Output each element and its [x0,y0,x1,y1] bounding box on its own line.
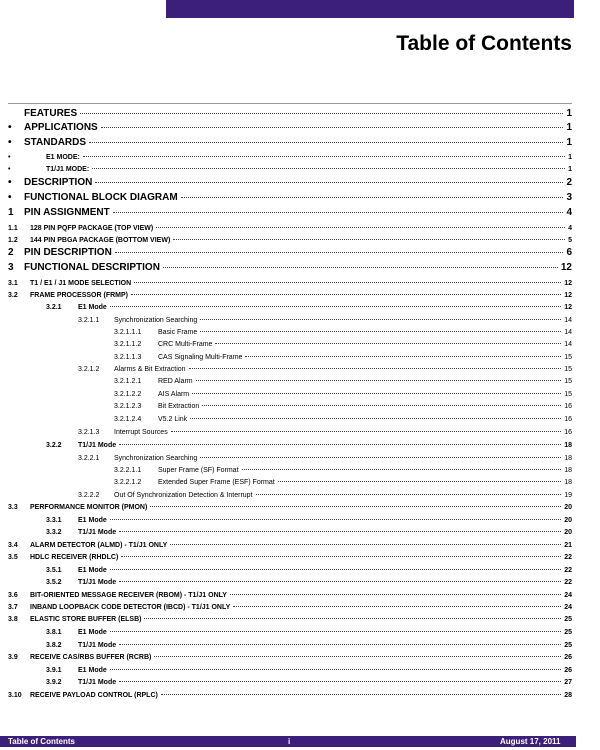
toc-entry[interactable] [8,280,572,287]
toc-entry-number: 3.9.1 [46,667,62,674]
toc-entry-page: 1 [568,166,572,173]
toc-entry[interactable] [8,542,572,549]
dot-leader [200,457,561,458]
toc-entry-page: 1 [568,154,572,161]
toc-entry-title: Bit Extraction [158,403,200,410]
toc-entry[interactable] [114,329,572,336]
toc-entry-page: 18 [564,442,572,449]
dot-leader [119,581,561,582]
toc-entry-number: • [8,137,12,148]
toc-entry-title: RECEIVE CAS/RBS BUFFER (RCRB) [30,654,152,661]
toc-entry-page: 18 [564,455,572,462]
dot-leader [173,239,565,240]
dot-leader [113,212,564,213]
toc-entry-page: 12 [564,280,572,287]
toc-entry-page: 28 [564,692,572,699]
dot-leader [156,227,565,228]
toc-entry-page: 22 [564,579,572,586]
toc-entry-title: E1 MODE: [46,154,80,161]
toc-entry-number: • [8,166,11,173]
dot-leader [256,494,562,495]
toc-entry-page: 15 [564,354,572,361]
dot-leader [83,156,565,157]
toc-entry-number: 1.1 [8,225,18,232]
toc-entry-title: T1/J1 Mode [78,442,117,449]
toc-entry-number: 3.2.1.3 [78,429,100,436]
toc-entry[interactable] [46,304,572,311]
toc-entry-title: E1 Mode [78,517,107,524]
dot-leader [242,469,562,470]
toc-entry-number: 1 [8,207,14,218]
toc-entry[interactable] [78,366,572,373]
toc-entry-number: 3.8 [8,616,18,623]
toc-entry[interactable] [114,378,572,385]
toc-entry-page: 4 [568,225,572,232]
toc-entry-title: E1 Mode [78,667,107,674]
toc-entry-page: 1 [566,122,572,133]
toc-entry-page: 4 [566,207,572,218]
footer-date: August 17, 2011 [500,737,561,746]
toc-entry-title: ELASTIC STORE BUFFER (ELSB) [30,616,142,623]
toc-entry-number: 3.10 [8,692,22,699]
toc-entry-number: 3.8.1 [46,629,62,636]
dot-leader [121,556,561,557]
toc-entry-number: 3.1 [8,280,18,287]
toc-entry[interactable] [78,492,572,499]
toc-entry-title: DESCRIPTION [24,177,93,188]
toc-entry-page: 1 [566,137,572,148]
toc-entry[interactable] [8,262,572,273]
toc-entry-number: 3.5 [8,554,18,561]
toc-entry-title: PIN ASSIGNMENT [24,207,110,218]
toc-entry-page: 16 [564,416,572,423]
toc-entry[interactable] [8,504,572,511]
dot-leader [110,631,561,632]
toc-entry-number: 1.2 [8,237,18,244]
toc-entry[interactable] [46,642,572,649]
toc-entry-title: CAS Signaling Multi-Frame [158,354,243,361]
dot-leader [200,319,561,320]
footer-page-number: i [288,737,291,746]
toc-entry[interactable] [8,154,572,161]
toc-entry[interactable] [8,177,572,188]
dot-leader [110,519,561,520]
dot-leader [119,644,561,645]
toc-entry[interactable] [46,567,572,574]
toc-entry-title: T1/J1 Mode [78,679,117,686]
dot-leader [110,669,561,670]
toc-entry-page: 12 [564,304,572,311]
toc-entry-page: 16 [564,429,572,436]
toc-entry-page: 1 [566,108,572,119]
toc-entry-number: 3.2.1.2.2 [114,391,142,398]
toc-entry-page: 25 [564,629,572,636]
toc-entry[interactable] [8,692,572,699]
dot-leader [161,694,561,695]
toc-entry-page: 22 [564,554,572,561]
toc-entry-title: ALARM DETECTOR (ALMD) - T1/J1 ONLY [30,542,168,549]
dot-leader [171,431,562,432]
toc-entry-page: 20 [564,504,572,511]
dot-leader [189,368,562,369]
toc-entry-number: 3.2.2.1.2 [114,479,142,486]
toc-entry-number: • [8,192,12,203]
toc-entry-title: STANDARDS [24,137,87,148]
toc-entry-number: 3.2.2.1 [78,455,100,462]
toc-entry-page: 18 [564,479,572,486]
toc-entry-title: Super Frame (SF) Format [158,467,239,474]
toc-entry-number: 3.4 [8,542,18,549]
toc-entry-title: Interrupt Sources [114,429,168,436]
toc-entry[interactable] [8,237,572,244]
toc-entry[interactable] [46,579,572,586]
toc-entry-page: 14 [564,329,572,336]
toc-entry[interactable] [78,317,572,324]
toc-entry-number: 3.5.1 [46,567,62,574]
toc-entry-number: 3.2.1.1.2 [114,341,142,348]
dot-leader [181,197,564,198]
toc-entry-number: 3.2.2.1.1 [114,467,142,474]
toc-entry-title: Alarms & Bit Extraction [114,366,186,373]
toc-entry[interactable] [8,592,572,599]
toc-entry-page: 18 [564,467,572,474]
toc-entry[interactable] [8,616,572,623]
dot-leader [278,481,561,482]
toc-entry-page: 21 [564,542,572,549]
toc-entry-title: E1 Mode [78,304,107,311]
toc-entry-number: 3.9 [8,654,18,661]
toc-entry-number: 3.2.1.2 [78,366,100,373]
dot-leader [170,544,561,545]
toc-entry-title: FUNCTIONAL DESCRIPTION [24,262,160,273]
toc-entry-title: T1 / E1 / J1 MODE SELECTION [30,280,132,287]
toc-entry-page: 25 [564,642,572,649]
dot-leader [190,418,561,419]
toc-entry-page: 24 [564,604,572,611]
toc-entry[interactable] [8,225,572,232]
toc-entry[interactable] [114,341,572,348]
toc-entry-page: 12 [560,262,572,273]
dot-leader [215,343,561,344]
dot-leader [134,282,561,283]
toc-entry-page: 20 [564,517,572,524]
toc-entry-page: 20 [564,529,572,536]
toc-entry-number: 3.2.1.1 [78,317,100,324]
toc-entry-page: 6 [566,247,572,258]
toc-entry[interactable] [46,667,572,674]
toc-entry-number: 3.2.1 [46,304,62,311]
toc-entry-title: Out Of Synchronization Detection & Interrupt [114,492,253,499]
toc-entry-page: 26 [564,667,572,674]
dot-leader [196,380,562,381]
toc-entry-page: 5 [568,237,572,244]
toc-entry[interactable] [8,554,572,561]
toc-entry-title: HDLC RECEIVER (RHDLC) [30,554,119,561]
toc-entry-title: AIS Alarm [158,391,190,398]
toc-entry-title: PIN DESCRIPTION [24,247,112,258]
toc-entry-number: 3.9.2 [46,679,62,686]
toc-entry[interactable] [8,207,572,218]
toc-entry-number: 3.2.1.1.3 [114,354,142,361]
toc-entry[interactable] [46,679,572,686]
dot-leader [154,656,561,657]
toc-entry-number: 3.6 [8,592,18,599]
toc-entry-number: 3 [8,262,14,273]
toc-entry-title: E1 Mode [78,567,107,574]
toc-entry-page: 19 [564,492,572,499]
toc-entry[interactable] [8,166,572,173]
toc-entry-number: 3.3.1 [46,517,62,524]
dot-leader [202,405,561,406]
toc-entry-number: 3.2.2 [46,442,62,449]
toc-entry-number: 3.8.2 [46,642,62,649]
toc-entry-page: 16 [564,403,572,410]
toc-entry-number: 3.2.1.2.3 [114,403,142,410]
toc-entry-title: CRC Multi-Frame [158,341,213,348]
toc-entry-number: 3.3 [8,504,18,511]
dot-leader [144,618,561,619]
toc-entry[interactable] [24,108,572,119]
dot-leader [110,569,561,570]
toc-entry-title: T1/J1 Mode [78,529,117,536]
toc-entry[interactable] [46,517,572,524]
toc-entry[interactable] [46,442,572,449]
toc-entry-number: 3.2 [8,292,18,299]
toc-entry[interactable] [46,529,572,536]
dot-leader [200,331,561,332]
toc-entry-number: 3.2.2.2 [78,492,100,499]
toc-entry-page: 2 [566,177,572,188]
toc-entry-number: • [8,154,11,161]
toc-entry[interactable] [114,467,572,474]
toc-entry-title: Extended Super Frame (ESF) Format [158,479,275,486]
toc-entry-number: 2 [8,247,14,258]
toc-entry-title: T1/J1 MODE: [46,166,90,173]
toc-entry-number: • [8,177,12,188]
toc-entry[interactable] [8,247,572,258]
toc-entry[interactable] [114,391,572,398]
toc-entry[interactable] [46,629,572,636]
toc-entry-page: 24 [564,592,572,599]
dot-leader [150,506,561,507]
toc-entry-title: E1 Mode [78,629,107,636]
dot-leader [101,127,564,128]
toc-entry[interactable] [78,455,572,462]
toc-entry-title: PERFORMANCE MONITOR (PMON) [30,504,148,511]
dot-leader [163,267,558,268]
toc-entry-page: 15 [564,366,572,373]
toc-entry[interactable] [114,479,572,486]
toc-entry-title: Basic Frame [158,329,198,336]
toc-entry[interactable] [8,292,572,299]
dot-leader [110,306,561,307]
dot-leader [89,142,563,143]
toc-entry[interactable] [114,416,572,423]
dot-leader [92,168,565,169]
toc-entry-number: 3.7 [8,604,18,611]
toc-entry[interactable] [8,604,572,611]
toc-entry-page: 14 [564,341,572,348]
toc-entry-title: T1/J1 Mode [78,579,117,586]
toc-entry-title: FEATURES [24,108,78,119]
dot-leader [119,681,561,682]
toc-entry-page: 14 [564,317,572,324]
page-title: Table of Contents [396,32,572,55]
dot-leader [245,356,561,357]
toc-entry[interactable] [8,192,572,203]
toc-entry[interactable] [8,137,572,148]
toc-entry-title: Synchronization Searching [114,455,198,462]
toc-entry-number: 3.5.2 [46,579,62,586]
toc-entry-title: 128 PIN PQFP PACKAGE (TOP VIEW) [30,225,154,232]
toc-entry-title: FUNCTIONAL BLOCK DIAGRAM [24,192,178,203]
toc-entry-page: 15 [564,378,572,385]
toc-entry-page: 22 [564,567,572,574]
dot-leader [192,393,561,394]
toc-entry-title: V5.2 Link [158,416,188,423]
toc-entry-title: 144 PIN PBGA PACKAGE (BOTTOM VIEW) [30,237,171,244]
toc-entry[interactable] [114,354,572,361]
toc-entry[interactable] [114,403,572,410]
toc-entry-page: 27 [564,679,572,686]
toc-entry-page: 12 [564,292,572,299]
dot-leader [230,594,561,595]
dot-leader [131,294,561,295]
toc-entry[interactable] [8,654,572,661]
dot-leader [233,606,561,607]
dot-leader [119,531,561,532]
toc-entry-number: • [8,122,12,133]
toc-entry-number: 3.2.1.2.1 [114,378,142,385]
dot-leader [119,444,561,445]
toc-entry-title: Synchronization Searching [114,317,198,324]
dot-leader [115,252,564,253]
toc-entry-page: 25 [564,616,572,623]
toc-entry-page: 15 [564,391,572,398]
toc-entry-title: INBAND LOOPBACK CODE DETECTOR (IBCD) - T1/J1 ONLY [30,604,231,611]
toc-entry-number: 3.2.1.2.4 [114,416,142,423]
dot-leader [80,113,563,114]
toc-entry-title: RED Alarm [158,378,193,385]
toc-entry-page: 3 [566,192,572,203]
toc-entry-title: T1/J1 Mode [78,642,117,649]
toc-entry-page: 26 [564,654,572,661]
toc-entry-title: RECEIVE PAYLOAD CONTROL (RPLC) [30,692,158,699]
toc-entry-number: 3.2.1.1.1 [114,329,142,336]
toc-entry[interactable] [8,122,572,133]
toc-entry-title: BIT-ORIENTED MESSAGE RECEIVER (RBOM) - T1/J1 ONLY [30,592,227,599]
toc-entry-title: FRAME PROCESSOR (FRMP) [30,292,128,299]
dot-leader [95,182,563,183]
toc-entry-title: APPLICATIONS [24,122,98,133]
toc-entry-number: 3.3.2 [46,529,62,536]
toc-entry[interactable] [78,429,572,436]
footer-section-title: Table of Contents [8,737,75,746]
